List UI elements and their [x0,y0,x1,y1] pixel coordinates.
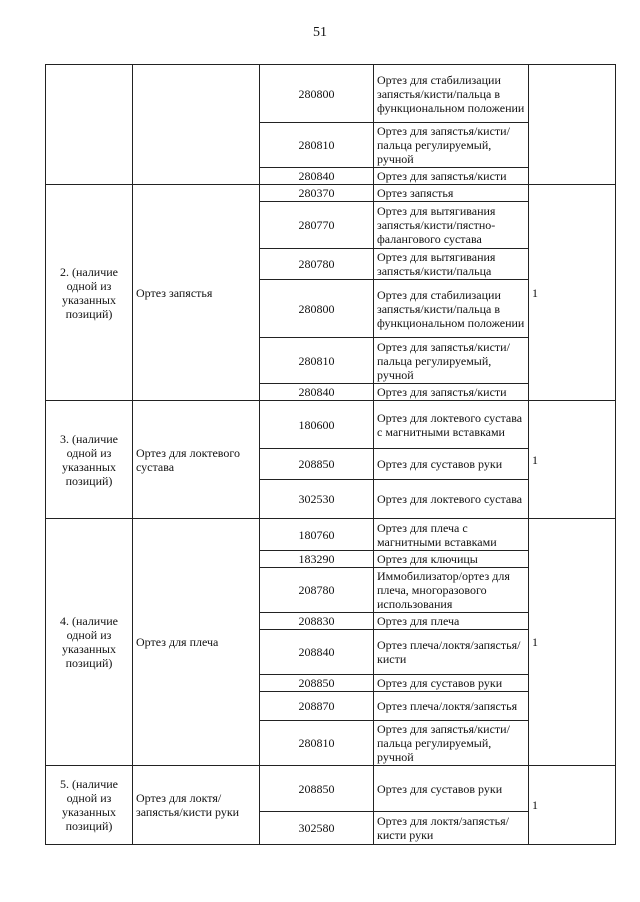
page-number: 51 [313,25,327,40]
item-code-cell: 280800 [260,65,374,123]
group-number-cell: 3. (наличие одной из указанных позиций) [46,401,133,519]
item-description-cell: Ортез для суставов руки [374,675,529,692]
product-name-cell: Ортез запястья [133,185,260,401]
item-code-cell: 280810 [260,721,374,766]
item-description-cell: Ортез для локтевого сустава [374,480,529,519]
item-description-cell: Ортез для плеча [374,613,529,630]
item-code-cell: 280370 [260,185,374,202]
group-number-cell: 5. (наличие одной из указанных позиций) [46,766,133,845]
item-code-cell: 280840 [260,168,374,185]
group-number-cell [46,65,133,185]
item-code-cell: 208850 [260,675,374,692]
item-description-cell: Ортез для ключицы [374,551,529,568]
item-description-cell: Ортез для запястья/кисти/пальца регулируемый, ручной [374,123,529,168]
table-row [46,401,616,449]
item-code-cell: 183290 [260,551,374,568]
quantity-cell [529,65,616,185]
item-description-cell: Ортез для суставов руки [374,766,529,812]
item-description-cell: Ортез плеча/локтя/запястья/кисти [374,630,529,675]
item-description-cell: Ортез для суставов руки [374,449,529,480]
group-number-cell: 4. (наличие одной из указанных позиций) [46,519,133,766]
item-code-cell: 302530 [260,480,374,519]
quantity-cell: 1 [529,766,616,845]
product-name-cell: Ортез для локтя/запястья/кисти руки [133,766,260,845]
item-description-cell: Ортез для стабилизации запястья/кисти/пальца в функциональном положении [374,65,529,123]
product-name-cell: Ортез для плеча [133,519,260,766]
item-code-cell: 280780 [260,249,374,280]
table-row [46,766,616,812]
item-description-cell: Ортез запястья [374,185,529,202]
item-code-cell: 208870 [260,692,374,721]
item-code-cell: 180760 [260,519,374,551]
item-description-cell: Ортез для стабилизации запястья/кисти/пальца в функциональном положении [374,280,529,338]
item-code-cell: 280810 [260,338,374,384]
item-description-cell: Ортез для локтя/запястья/кисти руки [374,812,529,845]
item-description-cell: Ортез для запястья/кисти/пальца регулируемый, ручной [374,338,529,384]
quantity-cell: 1 [529,401,616,519]
item-code-cell: 180600 [260,401,374,449]
item-description-cell: Ортез для запястья/кисти/пальца регулируемый, ручной [374,721,529,766]
item-code-cell: 280840 [260,384,374,401]
item-code-cell: 208780 [260,568,374,613]
item-code-cell: 208850 [260,449,374,480]
item-code-cell: 208840 [260,630,374,675]
table-row [46,519,616,551]
item-description-cell: Ортез для запястья/кисти [374,168,529,185]
item-code-cell: 208850 [260,766,374,812]
item-description-cell: Иммобилизатор/ортез для плеча, многоразового использования [374,568,529,613]
item-description-cell: Ортез для вытягивания запястья/кисти/пястно-фалангового сустава [374,202,529,249]
product-name-cell [133,65,260,185]
item-description-cell: Ортез для локтевого сустава с магнитными вставками [374,401,529,449]
item-description-cell: Ортез для плеча с магнитными вставками [374,519,529,551]
item-description-cell: Ортез для вытягивания запястья/кисти/пальца [374,249,529,280]
quantity-cell: 1 [529,519,616,766]
group-number-cell: 2. (наличие одной из указанных позиций) [46,185,133,401]
table-row [46,65,616,123]
item-code-cell: 280770 [260,202,374,249]
table-row [46,185,616,202]
item-code-cell: 208830 [260,613,374,630]
item-description-cell: Ортез для запястья/кисти [374,384,529,401]
item-code-cell: 280800 [260,280,374,338]
orthosis-table [45,64,616,845]
item-description-cell: Ортез плеча/локтя/запястья [374,692,529,721]
item-code-cell: 302580 [260,812,374,845]
item-code-cell: 280810 [260,123,374,168]
quantity-cell: 1 [529,185,616,401]
product-name-cell: Ортез для локтевого сустава [133,401,260,519]
